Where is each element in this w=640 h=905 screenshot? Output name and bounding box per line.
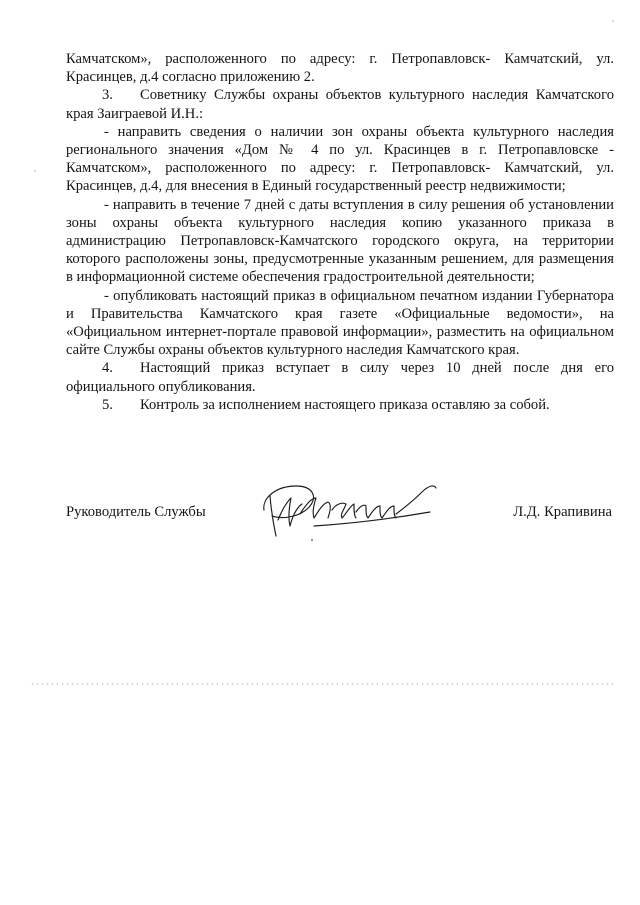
paragraph-text: Контроль за исполнением настоящего приказа оставляю за собой.: [140, 396, 550, 413]
paragraph-item-3: [66, 86, 614, 122]
signer-role: Руководитель Службы: [66, 504, 206, 520]
document-body: [66, 50, 614, 414]
item-number: 5.: [102, 396, 113, 413]
scan-artifact-dot: [34, 170, 36, 172]
paragraph-text: Советнику Службы охраны объектов культурного наследия Камчатского края Заиграевой И.Н.:: [66, 87, 614, 122]
paragraph-text: - опубликовать настоящий приказ в официальном печатном издании Губернатора и Правительства Камчатского края газете «Официальные ведомости», на «Официальном интернет-портале правовой информации», разместить на официальном сайте Службы охраны объектов культурного наследия Камчатского края.: [66, 287, 614, 359]
paragraph-address-continuation: [66, 50, 614, 86]
scan-artifact-dot: [612, 20, 614, 22]
paragraph-text: Настоящий приказ вступает в силу через 10 дней после дня его официального опубликования.: [66, 360, 614, 395]
paragraph-dash-registry: [66, 123, 614, 196]
item-number: 4.: [102, 360, 113, 377]
scan-artifact-line: [30, 683, 615, 685]
ink-dot: [311, 539, 313, 541]
paragraph-text: - направить сведения о наличии зон охраны объекта культурного наследия регионального значения «Дом № 4 по ул. Красинцев в г. Петропавловске - Камчатском», расположенного по адресу: г. Петропавловск- Камчатский, ул. Красинцев, д.4, для внесения в Единый государственный реестр недвижимости;: [66, 123, 614, 195]
handwritten-signature: [254, 474, 444, 544]
signer-name: Л.Д. Крапивина: [513, 504, 612, 520]
paragraph-dash-administration: [66, 196, 614, 287]
paragraph-item-5: [66, 396, 614, 414]
item-number: 3.: [102, 87, 113, 104]
paragraph-text: Камчатском», расположенного по адресу: г. Петропавловск- Камчатский, ул. Красинцев, д.4 согласно приложению 2.: [66, 51, 614, 86]
paragraph-text: - направить в течение 7 дней с даты вступления в силу решения об установлении зоны охраны объекта культурного наследия копию указанного приказа в администрацию Петропавловск-Камчатского городского округа, на территории которого расположены зоны, предусмотренные указанным решением, для размещения в информационной системе обеспечения градостроительной деятельности;: [66, 196, 614, 286]
paragraph-dash-publication: [66, 287, 614, 360]
paragraph-item-4: [66, 359, 614, 395]
